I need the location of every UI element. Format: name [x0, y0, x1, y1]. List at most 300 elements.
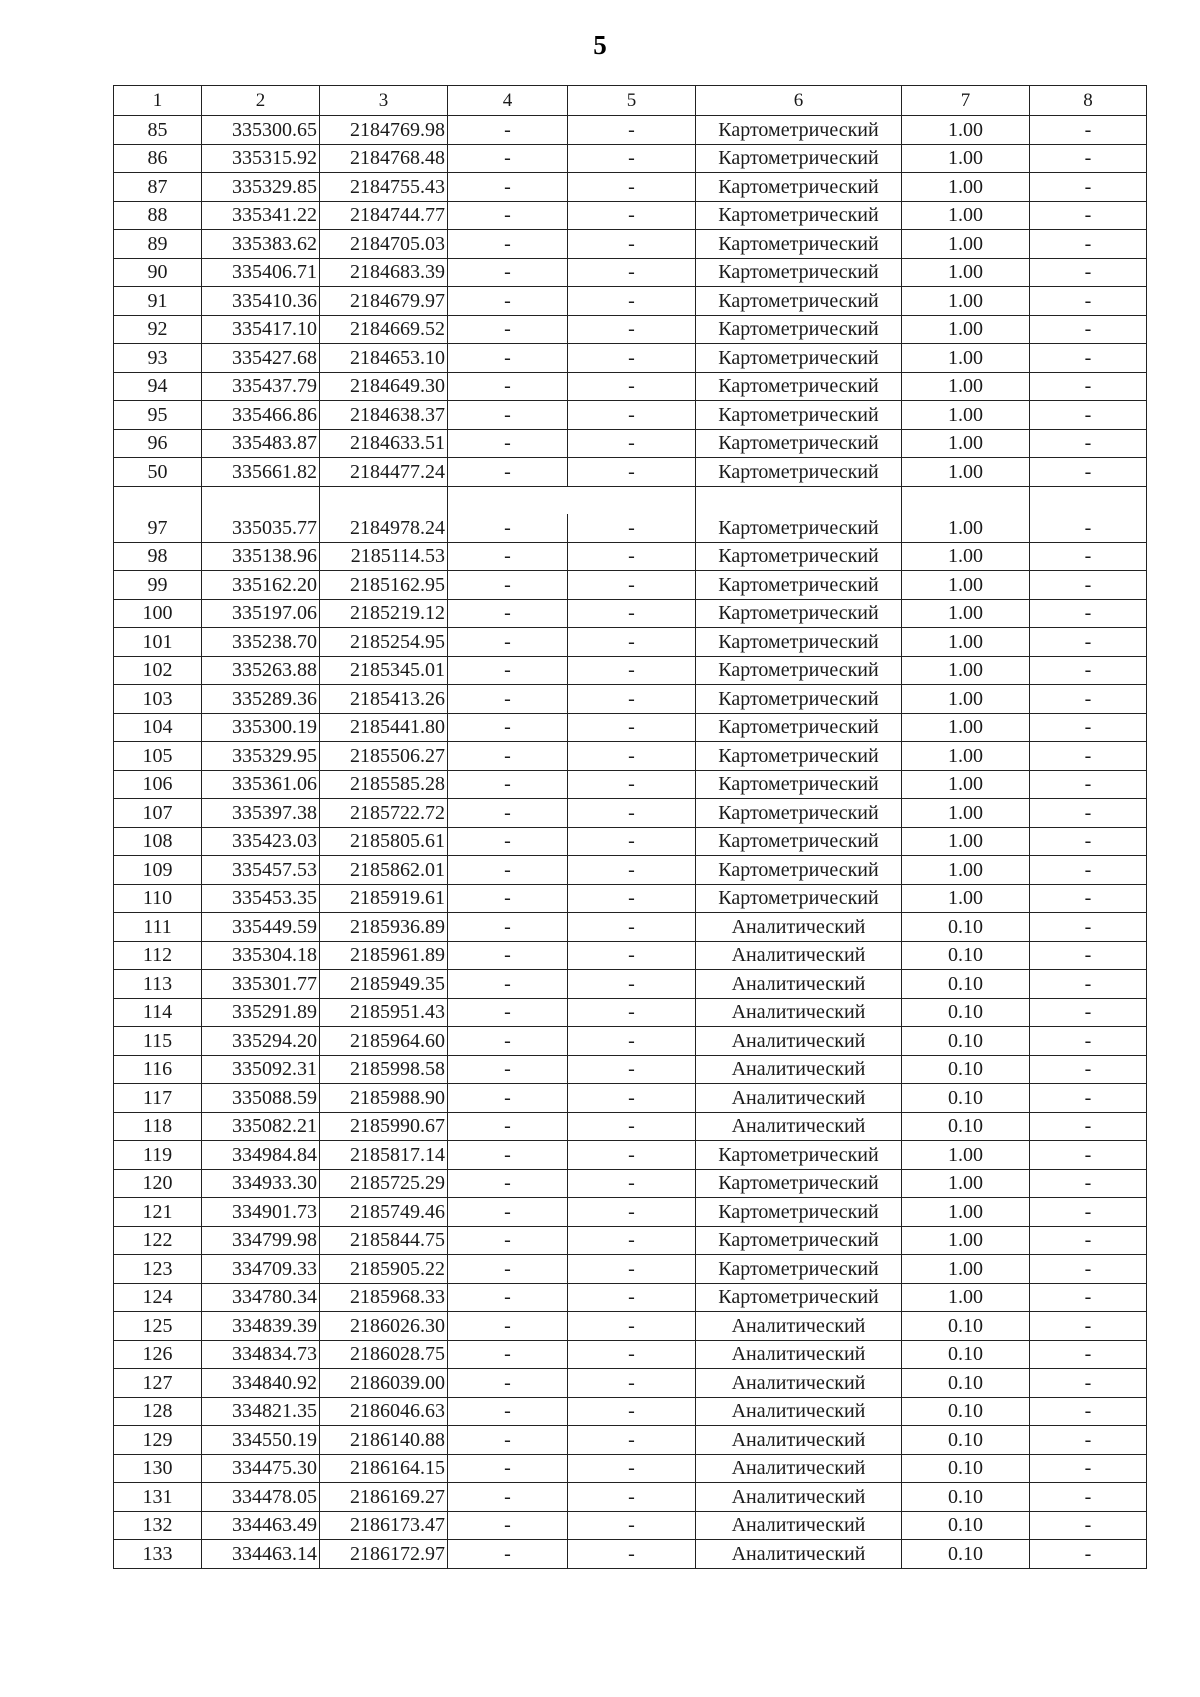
col8-cell: -	[1030, 258, 1147, 287]
method-cell: Картометрический	[696, 401, 902, 430]
col4-cell: -	[448, 1226, 568, 1255]
col5-cell: -	[568, 970, 696, 999]
y-coordinate-cell: 2186164.15	[320, 1454, 448, 1483]
accuracy-cell: 1.00	[902, 685, 1030, 714]
col4-cell: -	[448, 1426, 568, 1455]
accuracy-cell: 0.10	[902, 1483, 1030, 1512]
accuracy-cell: 1.00	[902, 884, 1030, 913]
x-coordinate-cell: 335294.20	[202, 1027, 320, 1056]
x-coordinate-cell: 335410.36	[202, 287, 320, 316]
col4-cell: -	[448, 429, 568, 458]
point-number-cell: 112	[114, 941, 202, 970]
x-coordinate-cell: 335088.59	[202, 1084, 320, 1113]
x-coordinate-cell: 335263.88	[202, 656, 320, 685]
col5-cell: -	[568, 287, 696, 316]
col5-cell: -	[568, 1426, 696, 1455]
x-coordinate-cell: 335082.21	[202, 1112, 320, 1141]
table-row	[114, 458, 1147, 487]
point-number-cell: 95	[114, 401, 202, 430]
col4-cell: -	[448, 258, 568, 287]
method-cell: Аналитический	[696, 1340, 902, 1369]
accuracy-cell: 1.00	[902, 1226, 1030, 1255]
table-row	[114, 429, 1147, 458]
col8-cell: -	[1030, 201, 1147, 230]
accuracy-cell: 1.00	[902, 1141, 1030, 1170]
col5-cell: -	[568, 1141, 696, 1170]
accuracy-cell: 1.00	[902, 144, 1030, 173]
table-row	[114, 144, 1147, 173]
y-coordinate-cell: 2184683.39	[320, 258, 448, 287]
x-coordinate-cell: 334780.34	[202, 1283, 320, 1312]
method-cell: Аналитический	[696, 1112, 902, 1141]
point-number-cell: 115	[114, 1027, 202, 1056]
col4-cell: -	[448, 287, 568, 316]
col5-cell: -	[568, 1540, 696, 1569]
table-row	[114, 1141, 1147, 1170]
method-cell: Картометрический	[696, 201, 902, 230]
col8-cell: -	[1030, 1255, 1147, 1284]
col8-cell	[1030, 486, 1147, 514]
point-number-cell: 116	[114, 1055, 202, 1084]
col8-cell: -	[1030, 1055, 1147, 1084]
accuracy-cell: 1.00	[902, 258, 1030, 287]
col4-cell: -	[448, 656, 568, 685]
x-coordinate-cell: 335457.53	[202, 856, 320, 885]
accuracy-cell: 1.00	[902, 429, 1030, 458]
point-number-cell: 128	[114, 1397, 202, 1426]
col4-cell: -	[448, 1198, 568, 1227]
y-coordinate-cell: 2185951.43	[320, 998, 448, 1027]
point-number-cell: 131	[114, 1483, 202, 1512]
method-cell: Аналитический	[696, 1369, 902, 1398]
col8-cell: -	[1030, 1369, 1147, 1398]
table-row	[114, 1283, 1147, 1312]
accuracy-cell: 1.00	[902, 230, 1030, 259]
col4-cell: -	[448, 1084, 568, 1113]
col8-cell: -	[1030, 1198, 1147, 1227]
x-coordinate-cell: 335661.82	[202, 458, 320, 487]
accuracy-cell: 1.00	[902, 542, 1030, 571]
col5-cell: -	[568, 713, 696, 742]
method-cell: Картометрический	[696, 344, 902, 373]
col5-cell: -	[568, 799, 696, 828]
point-number-cell: 129	[114, 1426, 202, 1455]
col4-cell	[448, 486, 568, 514]
method-cell: Картометрический	[696, 258, 902, 287]
y-coordinate-cell: 2185585.28	[320, 770, 448, 799]
y-coordinate-cell: 2185441.80	[320, 713, 448, 742]
point-number-cell	[114, 486, 202, 514]
point-number-cell: 126	[114, 1340, 202, 1369]
y-coordinate-cell: 2184679.97	[320, 287, 448, 316]
x-coordinate-cell: 334984.84	[202, 1141, 320, 1170]
x-coordinate-cell: 334478.05	[202, 1483, 320, 1512]
table-row	[114, 571, 1147, 600]
x-coordinate-cell: 335341.22	[202, 201, 320, 230]
y-coordinate-cell: 2185114.53	[320, 542, 448, 571]
point-number-cell: 102	[114, 656, 202, 685]
point-number-cell: 117	[114, 1084, 202, 1113]
accuracy-cell: 1.00	[902, 1198, 1030, 1227]
y-coordinate-cell: 2185725.29	[320, 1169, 448, 1198]
point-number-cell: 107	[114, 799, 202, 828]
table-row	[114, 1112, 1147, 1141]
y-coordinate-cell: 2184633.51	[320, 429, 448, 458]
x-coordinate-cell: 335329.85	[202, 173, 320, 202]
method-cell: Аналитический	[696, 1454, 902, 1483]
table-row	[114, 1454, 1147, 1483]
x-coordinate-cell: 335238.70	[202, 628, 320, 657]
col4-cell: -	[448, 116, 568, 145]
col4-cell: -	[448, 1169, 568, 1198]
y-coordinate-cell: 2184669.52	[320, 315, 448, 344]
col5-cell: -	[568, 542, 696, 571]
y-coordinate-cell: 2185968.33	[320, 1283, 448, 1312]
y-coordinate-cell: 2185961.89	[320, 941, 448, 970]
col5-cell: -	[568, 173, 696, 202]
method-cell: Аналитический	[696, 998, 902, 1027]
col4-cell: -	[448, 1483, 568, 1512]
method-cell: Картометрический	[696, 173, 902, 202]
accuracy-cell: 0.10	[902, 913, 1030, 942]
col5-cell: -	[568, 1198, 696, 1227]
accuracy-cell: 1.00	[902, 713, 1030, 742]
x-coordinate-cell: 335466.86	[202, 401, 320, 430]
col8-cell: -	[1030, 856, 1147, 885]
col8-cell: -	[1030, 372, 1147, 401]
point-number-cell: 98	[114, 542, 202, 571]
y-coordinate-cell: 2185844.75	[320, 1226, 448, 1255]
table-row	[114, 799, 1147, 828]
col5-cell: -	[568, 1169, 696, 1198]
table-row	[114, 315, 1147, 344]
y-coordinate-cell: 2186028.75	[320, 1340, 448, 1369]
method-cell: Аналитический	[696, 1483, 902, 1512]
point-number-cell: 132	[114, 1511, 202, 1540]
accuracy-cell: 1.00	[902, 287, 1030, 316]
table-row	[114, 742, 1147, 771]
col5-cell: -	[568, 1283, 696, 1312]
method-cell: Картометрический	[696, 1198, 902, 1227]
y-coordinate-cell: 2185749.46	[320, 1198, 448, 1227]
y-coordinate-cell: 2185805.61	[320, 827, 448, 856]
accuracy-cell: 1.00	[902, 599, 1030, 628]
col4-cell: -	[448, 1027, 568, 1056]
x-coordinate-cell: 335361.06	[202, 770, 320, 799]
col4-cell: -	[448, 1312, 568, 1341]
col5-cell: -	[568, 230, 696, 259]
x-coordinate-cell: 334933.30	[202, 1169, 320, 1198]
y-coordinate-cell: 2185949.35	[320, 970, 448, 999]
col4-cell: -	[448, 1112, 568, 1141]
method-cell: Картометрический	[696, 287, 902, 316]
col5-cell: -	[568, 258, 696, 287]
x-coordinate-cell: 334799.98	[202, 1226, 320, 1255]
y-coordinate-cell: 2184755.43	[320, 173, 448, 202]
accuracy-cell: 0.10	[902, 998, 1030, 1027]
point-number-cell: 118	[114, 1112, 202, 1141]
y-coordinate-cell: 2185988.90	[320, 1084, 448, 1113]
y-coordinate-cell: 2186169.27	[320, 1483, 448, 1512]
col8-cell: -	[1030, 1454, 1147, 1483]
col5-cell: -	[568, 429, 696, 458]
accuracy-cell: 1.00	[902, 458, 1030, 487]
y-coordinate-cell: 2185998.58	[320, 1055, 448, 1084]
point-number-cell: 93	[114, 344, 202, 373]
col5-cell: -	[568, 315, 696, 344]
x-coordinate-cell: 335162.20	[202, 571, 320, 600]
method-cell	[696, 486, 902, 514]
col5-cell: -	[568, 941, 696, 970]
col8-cell: -	[1030, 770, 1147, 799]
table-row	[114, 941, 1147, 970]
x-coordinate-cell: 334550.19	[202, 1426, 320, 1455]
col4-cell: -	[448, 599, 568, 628]
col4-cell: -	[448, 1141, 568, 1170]
point-number-cell: 86	[114, 144, 202, 173]
col8-cell: -	[1030, 1169, 1147, 1198]
point-number-cell: 94	[114, 372, 202, 401]
table-row	[114, 201, 1147, 230]
point-number-cell: 120	[114, 1169, 202, 1198]
col5-cell: -	[568, 372, 696, 401]
table-row	[114, 1312, 1147, 1341]
col8-cell: -	[1030, 1340, 1147, 1369]
col4-cell: -	[448, 713, 568, 742]
col4-cell: -	[448, 1283, 568, 1312]
col8-cell: -	[1030, 458, 1147, 487]
method-cell: Аналитический	[696, 941, 902, 970]
point-number-cell: 89	[114, 230, 202, 259]
col5-cell: -	[568, 344, 696, 373]
point-number-cell: 121	[114, 1198, 202, 1227]
x-coordinate-cell: 334463.49	[202, 1511, 320, 1540]
method-cell: Картометрический	[696, 1169, 902, 1198]
point-number-cell: 105	[114, 742, 202, 771]
col5-cell: -	[568, 1397, 696, 1426]
x-coordinate-cell: 334821.35	[202, 1397, 320, 1426]
col4-cell: -	[448, 1454, 568, 1483]
method-cell: Картометрический	[696, 599, 902, 628]
col5-cell: -	[568, 144, 696, 173]
y-coordinate-cell: 2185345.01	[320, 656, 448, 685]
y-coordinate-cell: 2185722.72	[320, 799, 448, 828]
col5-cell: -	[568, 514, 696, 542]
method-cell: Аналитический	[696, 1027, 902, 1056]
col4-cell: -	[448, 628, 568, 657]
accuracy-cell: 1.00	[902, 116, 1030, 145]
y-coordinate-cell: 2185162.95	[320, 571, 448, 600]
point-number-cell: 130	[114, 1454, 202, 1483]
method-cell: Картометрический	[696, 315, 902, 344]
method-cell: Картометрический	[696, 770, 902, 799]
y-coordinate-cell: 2184649.30	[320, 372, 448, 401]
table-row	[114, 1426, 1147, 1455]
point-number-cell: 96	[114, 429, 202, 458]
col4-cell: -	[448, 742, 568, 771]
y-coordinate-cell: 2185254.95	[320, 628, 448, 657]
table-row	[114, 486, 1147, 514]
y-coordinate-cell: 2185862.01	[320, 856, 448, 885]
y-coordinate-cell: 2184638.37	[320, 401, 448, 430]
point-number-cell: 50	[114, 458, 202, 487]
point-number-cell: 109	[114, 856, 202, 885]
col8-cell: -	[1030, 1483, 1147, 1512]
col4-cell: -	[448, 1540, 568, 1569]
table-row	[114, 1255, 1147, 1284]
col4-cell: -	[448, 458, 568, 487]
x-coordinate-cell: 335397.38	[202, 799, 320, 828]
col8-cell: -	[1030, 1141, 1147, 1170]
col4-cell: -	[448, 799, 568, 828]
method-cell: Картометрический	[696, 1283, 902, 1312]
x-coordinate-cell: 335449.59	[202, 913, 320, 942]
method-cell: Картометрический	[696, 1255, 902, 1284]
accuracy-cell: 1.00	[902, 742, 1030, 771]
table-row	[114, 1369, 1147, 1398]
coordinates-table	[113, 85, 1147, 1569]
col8-cell: -	[1030, 1283, 1147, 1312]
col4-cell: -	[448, 230, 568, 259]
col5-cell: -	[568, 1312, 696, 1341]
col5-cell: -	[568, 742, 696, 771]
col4-cell: -	[448, 1340, 568, 1369]
col5-cell: -	[568, 1112, 696, 1141]
point-number-cell: 127	[114, 1369, 202, 1398]
y-coordinate-cell: 2185413.26	[320, 685, 448, 714]
point-number-cell: 114	[114, 998, 202, 1027]
col8-cell: -	[1030, 173, 1147, 202]
col4-cell: -	[448, 173, 568, 202]
method-cell: Картометрический	[696, 1226, 902, 1255]
x-coordinate-cell: 335315.92	[202, 144, 320, 173]
point-number-cell: 99	[114, 571, 202, 600]
y-coordinate-cell: 2186172.97	[320, 1540, 448, 1569]
col5-cell: -	[568, 1255, 696, 1284]
y-coordinate-cell: 2184653.10	[320, 344, 448, 373]
col8-cell: -	[1030, 1397, 1147, 1426]
x-coordinate-cell: 334901.73	[202, 1198, 320, 1227]
col5-cell: -	[568, 201, 696, 230]
accuracy-cell: 0.10	[902, 941, 1030, 970]
accuracy-cell: 1.00	[902, 401, 1030, 430]
col8-cell: -	[1030, 1112, 1147, 1141]
x-coordinate-cell: 334475.30	[202, 1454, 320, 1483]
y-coordinate-cell: 2185506.27	[320, 742, 448, 771]
table-row	[114, 401, 1147, 430]
y-coordinate-cell: 2185905.22	[320, 1255, 448, 1284]
point-number-cell: 124	[114, 1283, 202, 1312]
col8-cell: -	[1030, 315, 1147, 344]
point-number-cell: 110	[114, 884, 202, 913]
col4-cell: -	[448, 1511, 568, 1540]
col8-cell: -	[1030, 1084, 1147, 1113]
accuracy-cell: 0.10	[902, 1426, 1030, 1455]
point-number-cell: 92	[114, 315, 202, 344]
method-cell: Аналитический	[696, 1084, 902, 1113]
accuracy-cell: 0.10	[902, 1112, 1030, 1141]
col8-cell: -	[1030, 1511, 1147, 1540]
point-number-cell: 119	[114, 1141, 202, 1170]
table-row	[114, 913, 1147, 942]
col4-cell: -	[448, 970, 568, 999]
y-coordinate-cell: 2184477.24	[320, 458, 448, 487]
col4-cell: -	[448, 1255, 568, 1284]
table-row	[114, 1027, 1147, 1056]
col8-cell: -	[1030, 998, 1147, 1027]
col5-cell: -	[568, 884, 696, 913]
point-number-cell: 111	[114, 913, 202, 942]
accuracy-cell: 0.10	[902, 1084, 1030, 1113]
method-cell: Картометрический	[696, 827, 902, 856]
x-coordinate-cell: 335301.77	[202, 970, 320, 999]
table-row	[114, 1169, 1147, 1198]
accuracy-cell: 1.00	[902, 372, 1030, 401]
table-row	[114, 599, 1147, 628]
point-number-cell: 87	[114, 173, 202, 202]
y-coordinate-cell: 2184768.48	[320, 144, 448, 173]
table-row	[114, 344, 1147, 373]
table-row	[114, 1540, 1147, 1569]
col8-cell: -	[1030, 116, 1147, 145]
accuracy-cell: 1.00	[902, 799, 1030, 828]
method-cell: Картометрический	[696, 628, 902, 657]
col5-cell: -	[568, 1027, 696, 1056]
accuracy-cell: 1.00	[902, 1283, 1030, 1312]
x-coordinate-cell: 334463.14	[202, 1540, 320, 1569]
x-coordinate-cell	[202, 486, 320, 514]
x-coordinate-cell: 335300.19	[202, 713, 320, 742]
col8-cell: -	[1030, 1226, 1147, 1255]
y-coordinate-cell: 2186026.30	[320, 1312, 448, 1341]
accuracy-cell: 0.10	[902, 1055, 1030, 1084]
table-row	[114, 1055, 1147, 1084]
header-cell: 3	[320, 86, 448, 116]
table-row	[114, 230, 1147, 259]
method-cell: Картометрический	[696, 372, 902, 401]
x-coordinate-cell: 334839.39	[202, 1312, 320, 1341]
accuracy-cell: 0.10	[902, 1312, 1030, 1341]
col4-cell: -	[448, 542, 568, 571]
x-coordinate-cell: 335304.18	[202, 941, 320, 970]
col8-cell: -	[1030, 827, 1147, 856]
y-coordinate-cell: 2185964.60	[320, 1027, 448, 1056]
y-coordinate-cell: 2186039.00	[320, 1369, 448, 1398]
x-coordinate-cell: 335427.68	[202, 344, 320, 373]
col8-cell: -	[1030, 287, 1147, 316]
header-cell: 1	[114, 86, 202, 116]
col8-cell: -	[1030, 599, 1147, 628]
col4-cell: -	[448, 827, 568, 856]
table-row	[114, 1226, 1147, 1255]
col4-cell: -	[448, 514, 568, 542]
header-cell: 5	[568, 86, 696, 116]
accuracy-cell: 0.10	[902, 970, 1030, 999]
col8-cell: -	[1030, 1540, 1147, 1569]
method-cell: Аналитический	[696, 1312, 902, 1341]
col4-cell: -	[448, 913, 568, 942]
col4-cell: -	[448, 1369, 568, 1398]
table-row	[114, 628, 1147, 657]
point-number-cell: 113	[114, 970, 202, 999]
method-cell: Аналитический	[696, 913, 902, 942]
method-cell: Аналитический	[696, 1397, 902, 1426]
col8-cell: -	[1030, 401, 1147, 430]
col5-cell: -	[568, 458, 696, 487]
table-row	[114, 514, 1147, 542]
col4-cell: -	[448, 884, 568, 913]
col5-cell: -	[568, 571, 696, 600]
